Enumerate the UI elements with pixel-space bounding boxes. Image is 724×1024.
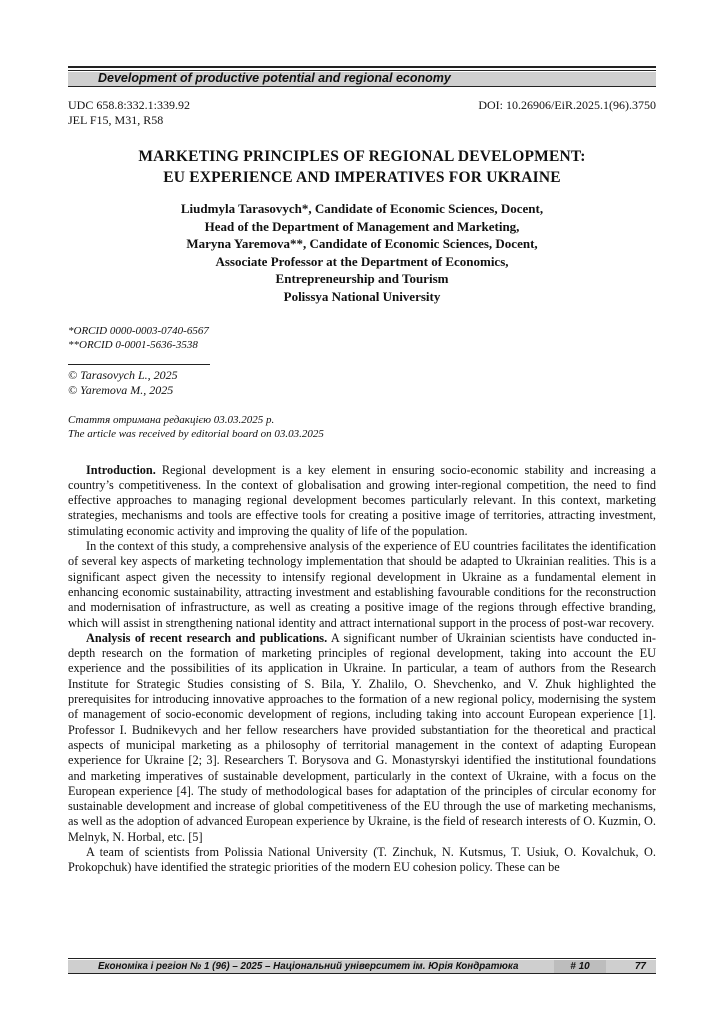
author-line: Maryna Yaremova**, Candidate of Economic Sciences, Docent,: [186, 236, 538, 252]
copyright-1: © Tarasovych L., 2025: [68, 367, 178, 382]
running-footer: [68, 958, 656, 974]
doi[interactable]: DOI: 10.26906/EiR.2025.1(96).3750: [478, 98, 656, 112]
copyright-2: © Yaremova M., 2025: [68, 382, 174, 397]
paragraph: [68, 631, 656, 845]
divider: [68, 364, 210, 365]
author-line: Associate Professor at the Department of Economics,: [215, 253, 509, 269]
journal-info: Економіка і регіон № 1 (96) – 2025 – Національний університет ім. Юрія Кондратюка: [98, 961, 519, 972]
author-line: Head of the Department of Management and Marketing,: [204, 218, 520, 234]
orcid-2[interactable]: **ORCID 0-0001-5636-3538: [68, 338, 198, 351]
received-eng: The article was received by editorial board on 03.03.2025: [68, 427, 324, 440]
running-header: [68, 66, 656, 88]
intro-text: Regional development is a key element in ensuring socio-economic stability and increasing a country’s competitiveness. In the context of globalisation and growing inter-regional competition, the need to find effective approaches to managing regional development becomes particularly relevant. In this context, marketing strategies, mechanisms and tools are effective tools for creating a positive image of territories, attracting investment, stimulating economic activity and improving the quality of life of the population.: [68, 462, 656, 538]
page-number: 77: [634, 961, 646, 972]
affiliation: Polissya National University: [283, 288, 441, 304]
analysis-text: A significant number of Ukrainian scientists have conducted in-depth research on the formation of marketing principles of regional development, taking into account the EU experience and the possibilities of its application in Ukraine. In particular, a team of authors from the Research Institute for Strategic Studies consisting of S. Bila, Y. Zhalilo, O. Shevchenko, and V. Zhuk highlighted the prerequisites for introducing innovative approaches to the formation of a new regional policy, modernising the system of management of socio-economic development of regions, including taking into account European experience [1]. Professor I. Budnikevych and her fellow researchers have provided substantiation for the theoretical and practical aspects of municipal marketing as a philosophy of territorial management in the context of adapting European experience for Ukraine [2; 3]. Researchers T. Borysova and G. Monastyrskyi identified the institutional foundations and marketing imperatives of sustainable development, particularly in the context of Ukraine, with a focus on the European experience [4]. The study of methodological bases for adaptation of the principles of circular economy for sustainable development and increase of global competitiveness of the EU through the use of marketing mechanisms, as well as the adoption of advanced European experience by Ukraine, is the field of research interests of O. Kuzmin, O. Melnyk, N. Horbal, etc. [5]: [68, 630, 656, 844]
section-title: Development of productive potential and regional economy: [98, 71, 451, 85]
intro-heading: Introduction.: [86, 462, 156, 477]
paragraph: In the context of this study, a comprehensive analysis of the experience of EU countries facilitates the identification of several key aspects of marketing technology implementation that should be adapted to Ukrainian realities. This is a significant aspect given the necessity to intensify regional development in Ukraine as a fundamental element in enhancing economic sustainability, attracting investment and establishing favourable conditions for the reconstruction and modernisation of infrastructure, as well as creating a positive image of the regions through effective branding, which will assist in strengthening national identity and attract international support in the process of post-war recovery.: [68, 539, 656, 630]
received-block: [68, 413, 656, 441]
title-line-2: EU EXPERIENCE AND IMPERATIVES FOR UKRAINE: [163, 169, 561, 186]
author-line: Liudmyla Tarasovych*, Candidate of Economic Sciences, Docent,: [180, 201, 544, 216]
orcid-block: [68, 324, 656, 352]
paragraph: [68, 463, 656, 539]
udc-code: UDC 658.8:332.1:339.92: [68, 98, 191, 112]
analysis-heading: Analysis of recent research and publications.: [86, 630, 328, 645]
paragraph: A team of scientists from Polissia National University (T. Zinchuk, N. Kutsmus, T. Usiuk, O. Kovalchuk, O. Prokopchuk) have identified the strategic priorities of the modern EU cohesion policy. These can be: [68, 844, 656, 875]
title-line-1: MARKETING PRINCIPLES OF REGIONAL DEVELOPMENT:: [138, 148, 586, 165]
authors-block: [68, 200, 656, 306]
copyright-block: [68, 368, 656, 398]
jel-code: JEL F15, M31, R58: [68, 113, 164, 127]
article-meta: [68, 98, 656, 130]
issue-number: # 10: [554, 960, 606, 973]
article-title: [68, 146, 656, 188]
orcid-1[interactable]: *ORCID 0000-0003-0740-6567: [68, 324, 209, 337]
page-content: [68, 66, 656, 876]
received-ukr: Стаття отримана редакцією 03.03.2025 р.: [68, 413, 275, 426]
author-line: Entrepreneurship and Tourism: [275, 271, 449, 287]
article-body: [68, 463, 656, 876]
